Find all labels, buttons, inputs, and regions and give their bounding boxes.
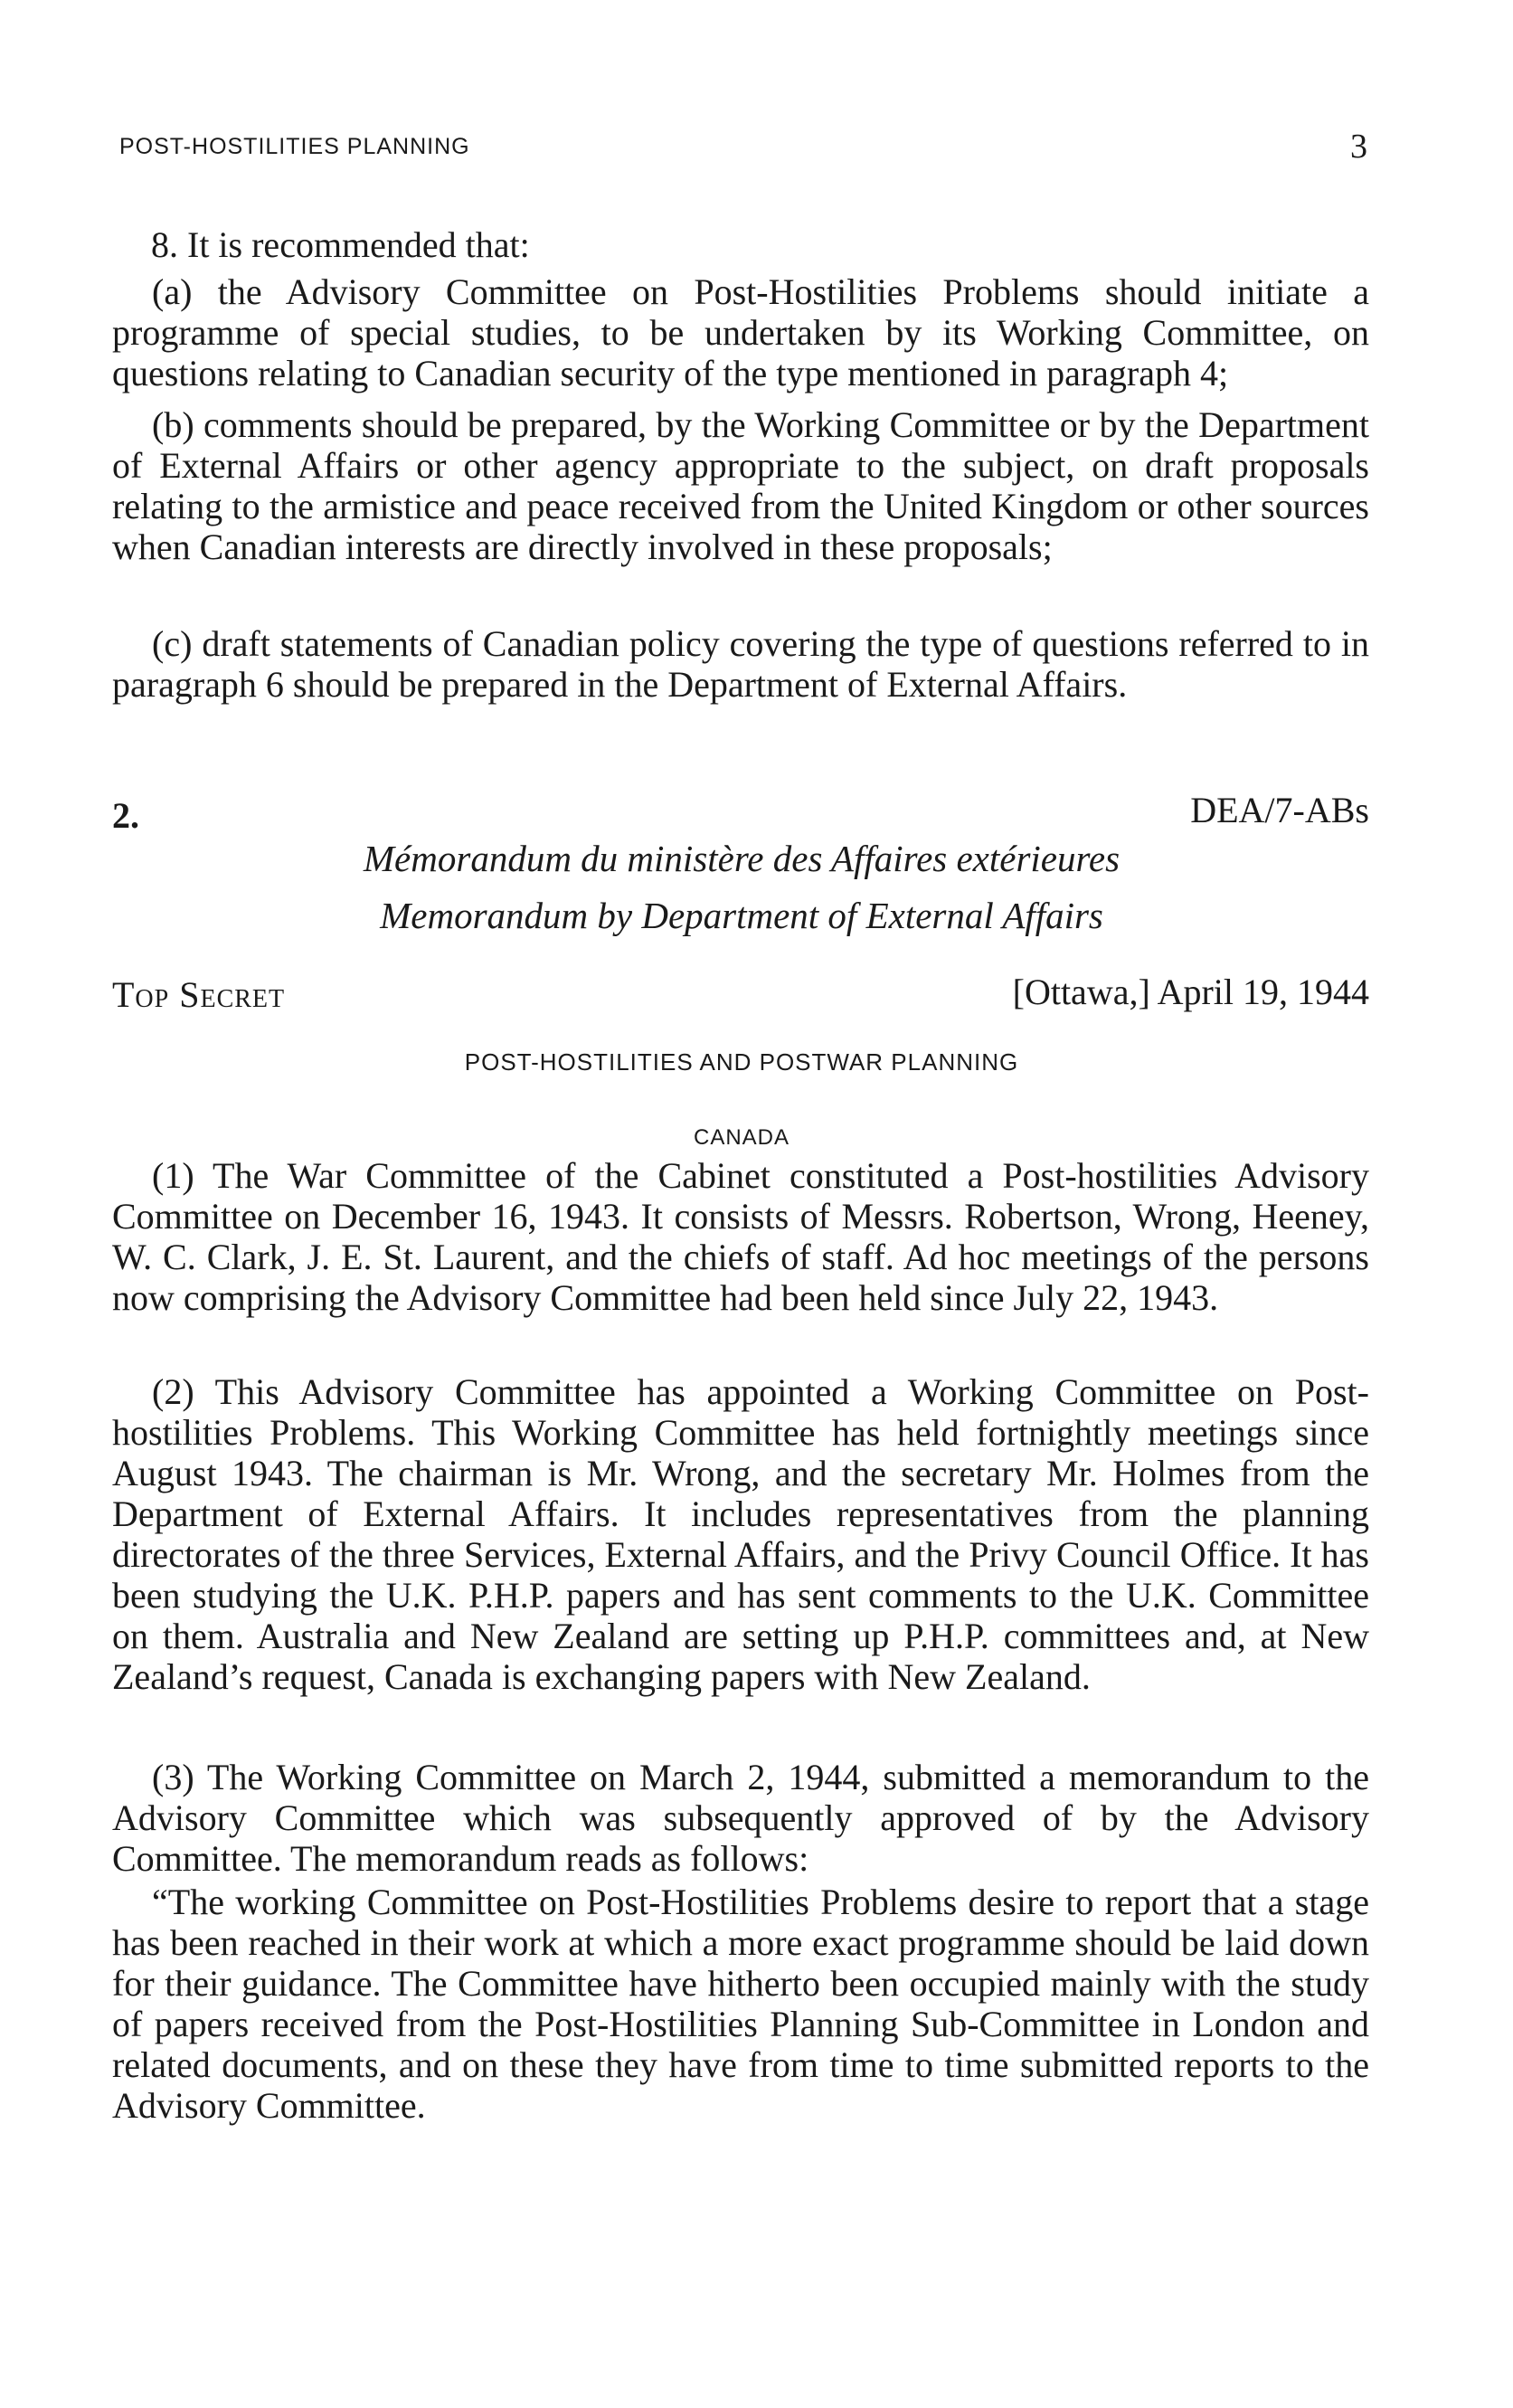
country-subheading: CANADA [693, 1125, 790, 1150]
document-number: 2. [112, 795, 139, 836]
paragraph-3: (3) The Working Committee on March 2, 1944, submitted a memorandum to the Advisory Committee which was subsequently approved of by the Advisory Committee. The memorandum reads as follows: [112, 1757, 1369, 1879]
security-classification: Top Secret [112, 974, 286, 1015]
page-number: 3 [1350, 128, 1367, 166]
document-reference: DEA/7-ABs [1190, 790, 1369, 830]
dateline: [Ottawa,] April 19, 1944 [1012, 972, 1369, 1012]
paragraph-1: (1) The War Committee of the Cabinet constituted a Post-hostilities Advisory Committee on December 16, 1943. It consists of Messrs. Robertson, Wrong, Heeney, W. C. Clark, J. E. St. Laurent, and the chiefs of staff. Ad hoc meetings of the persons now comprising the Advisory Committee had been held since July 22, 1943. [112, 1155, 1369, 1318]
recommendation-c: (c) draft statements of Canadian policy covering the type of questions referred to in paragraph 6 should be prepared in the Department of External Affairs. [112, 623, 1369, 705]
document-title-french: Mémorandum du ministère des Affaires extérieures [363, 838, 1121, 879]
paragraph-2: (2) This Advisory Committee has appointed a Working Committee on Post-hostilities Problems. This Working Committee has held fortnightly meetings since August 1943. The chairman is Mr. Wrong, and the secretary Mr. Holmes from the Department of External Affairs. It includes representatives from the planning directorates of the three Services, External Affairs, and the Privy Council Office. It has been studying the U.K. P.H.P. papers and has sent comments to the U.K. Committee on them. Australia and New Zealand are setting up P.H.P. committees and, at New Zealand’s request, Canada is exchanging papers with New Zealand. [112, 1371, 1369, 1697]
recommendation-b: (b) comments should be prepared, by the Working Committee or by the Department of External Affairs or other agency appropriate to the subject, on draft proposals relating to the armistice and peace received from the United Kingdom or other sources when Canadian interests are directly involved in these proposals; [112, 404, 1369, 567]
section-heading: POST-HOSTILITIES AND POSTWAR PLANNING [464, 1048, 1019, 1076]
recommendation-a: (a) the Advisory Committee on Post-Hostilities Problems should initiate a programme of special studies, to be undertaken by its Working Committee, on questions relating to Canadian security of the type mentioned in paragraph 4; [112, 271, 1369, 393]
document-title-english: Memorandum by Department of External Affairs [380, 895, 1103, 936]
quoted-memorandum: “The working Committee on Post-Hostilities Problems desire to report that a stage has been reached in their work at which a more exact programme should be laid down for their guidance. The Committee have hitherto been occupied mainly with the study of papers received from the Post-Hostilities Planning Sub-Committee in London and related documents, and on these they have from time to time submitted reports to the Advisory Committee. [112, 1882, 1369, 2126]
recommendation-intro: 8. It is recommended that: [151, 224, 530, 265]
running-title: POST-HOSTILITIES PLANNING [119, 134, 470, 159]
running-head [119, 127, 1367, 166]
